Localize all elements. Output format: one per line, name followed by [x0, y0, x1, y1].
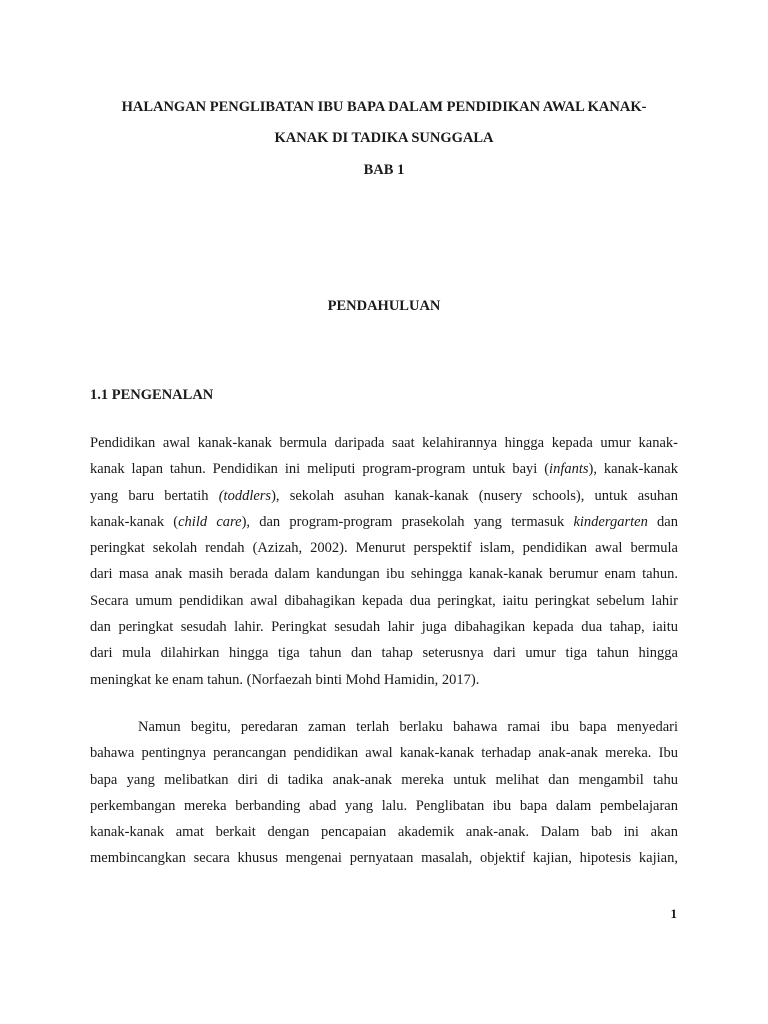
title-line-2: KANAK DI TADIKA SUNGGALA [274, 130, 494, 146]
paragraph-line: peringkat sekolah rendah (Azizah, 2002). Menurut perspektif islam, pendidikan awal bermula [90, 540, 678, 557]
paragraph-line: dari mula dilahirkan hingga tiga tahun dan tahap seterusnya dari umur tiga tahun hingga [90, 645, 678, 662]
paragraph-line: kanak lapan tahun. Pendidikan ini meliputi program-program untuk bayi (infants), kanak-kanak [90, 461, 678, 478]
paragraph-line: membincangkan secara khusus mengenai pernyataan masalah, objektif kajian, hipotesis kajian, [90, 850, 678, 867]
paragraph-line: yang baru bertatih (toddlers), sekolah asuhan kanak-kanak (nusery schools), untuk asuhan [90, 487, 678, 504]
page-number: 1 [670, 906, 677, 921]
paragraph-line: Namun begitu, peredaran zaman terlah berlaku bahawa ramai ibu bapa menyedari [138, 719, 678, 735]
paragraph-line: perkembangan mereka berbanding abad yang lalu. Penglibatan ibu bapa dalam pembelajaran [90, 797, 678, 814]
paragraph-line: dan peringkat sesudah lahir. Peringkat sesudah lahir juga dibahagikan kepada dua tahap, iaitu [90, 619, 678, 636]
document-title [90, 92, 678, 154]
paragraph-2 [90, 714, 678, 872]
title-line-1: HALANGAN PENGLIBATAN IBU BAPA DALAM PENDIDIKAN AWAL KANAK- [121, 99, 647, 115]
paragraph-line: bapa yang melibatkan diri di tadika anak-anak mereka untuk melihat dan mengambil tahu [90, 771, 678, 788]
paragraph-1 [90, 430, 678, 693]
paragraph-line: Secara umum pendidikan awal dibahagikan kepada dua peringkat, iaitu peringkat sebelum lahir [90, 592, 678, 609]
paragraph-line: kanak-kanak amat berkait dengan pencapaian akademik anak-anak. Dalam bab ini akan [90, 824, 678, 841]
paragraph-line: kanak-kanak (child care), dan program-program prasekolah yang termasuk kindergarten dan [90, 513, 678, 530]
paragraph-line: bahawa pentingnya perancangan pendidikan awal kanak-kanak terhadap anak-anak mereka. Ibu [90, 745, 678, 762]
section-heading: 1.1 PENGENALAN [90, 387, 214, 403]
paragraph-line: dari masa anak masih berada dalam kandungan ibu sehingga kanak-kanak berumur enam tahun. [90, 566, 678, 583]
chapter-number: BAB 1 [363, 162, 405, 178]
paragraph-line: Pendidikan awal kanak-kanak bermula daripada saat kelahirannya hingga kepada umur kanak- [90, 435, 678, 451]
paragraph-line: meningkat ke enam tahun. (Norfaezah binti Mohd Hamidin, 2017). [90, 671, 480, 688]
chapter-title: PENDAHULUAN [327, 298, 441, 314]
